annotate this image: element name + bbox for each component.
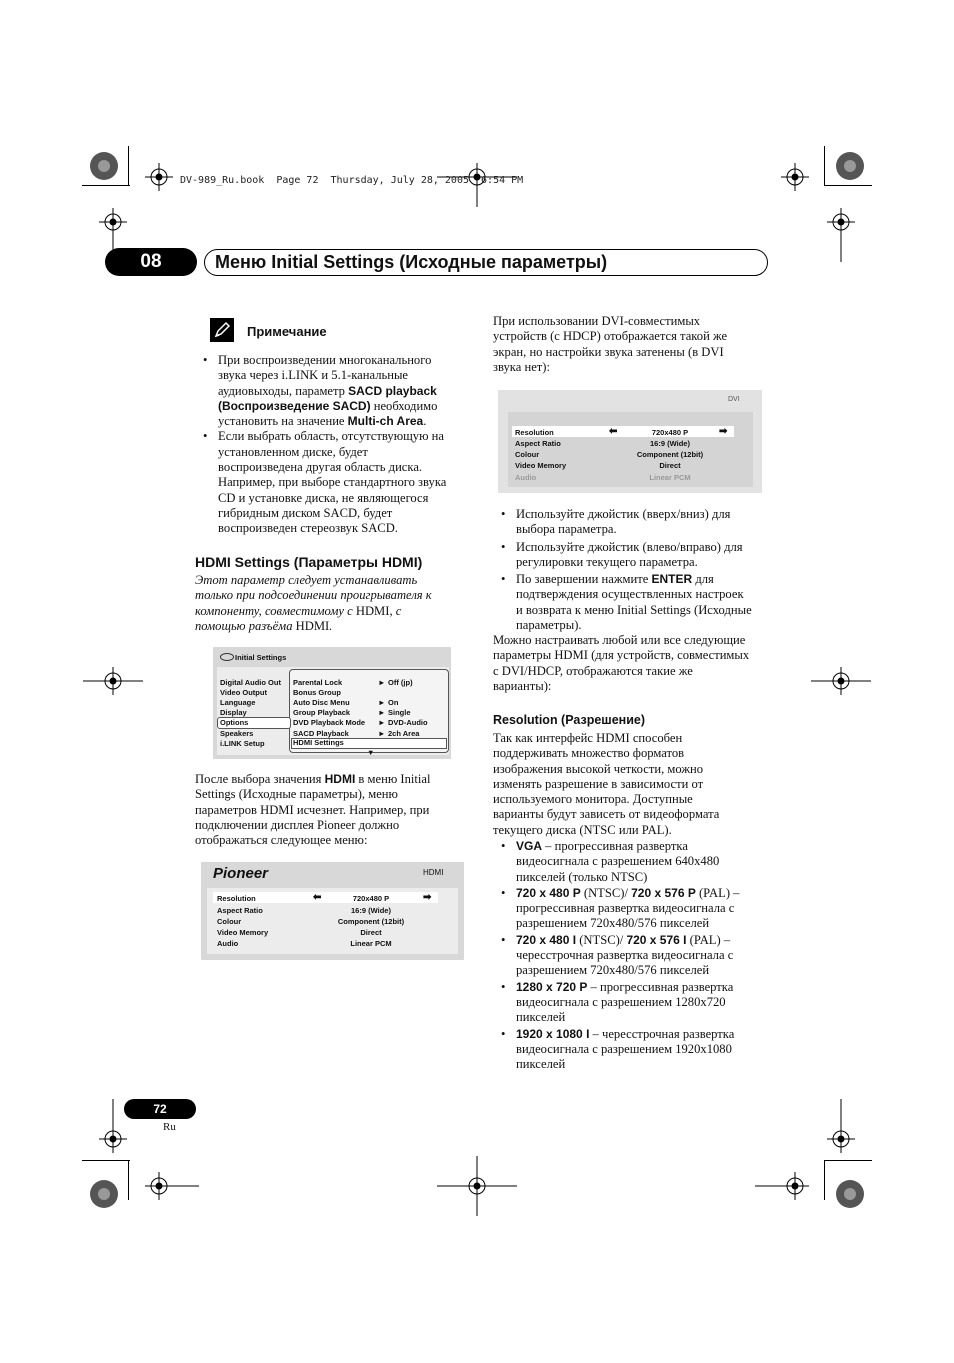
after-line: Settings (Исходные параметры), меню [195, 787, 398, 802]
after-selection-text [195, 772, 475, 848]
setting-value-resolution[interactable]: 720x480 P [352, 894, 390, 903]
initial-settings-screen [213, 647, 451, 759]
note-text: гибридным диском SACD, будет [218, 505, 393, 520]
opt-bold: 720 x 480 P [516, 885, 581, 900]
joy-line: Используйте джойстик (влево/вправо) для [516, 539, 743, 554]
dvi-intro [493, 314, 773, 375]
note-item-1 [195, 353, 475, 429]
setting-value: Component (12bit) [636, 450, 704, 459]
intro-line: Этот параметр следует устанавливать [195, 573, 418, 587]
pioneer-logo: Pioneer [213, 865, 269, 882]
arrow-left-icon: ⬅ [313, 892, 322, 903]
resolution-option-480p [493, 886, 773, 932]
resolution-option-1080i [493, 1027, 773, 1073]
setting-value-disabled: Linear PCM [649, 473, 691, 482]
note-bold: SACD playback [348, 383, 437, 398]
after-line: подключении дисплея Pioneer должно [195, 817, 400, 832]
intro-line: только при подсоединении проигрывателя к [195, 588, 432, 603]
opt-text: разрешением 720x480/576 пикселей [516, 963, 710, 978]
configurable-text [493, 633, 773, 694]
res-line: поддерживать множество форматов [493, 746, 685, 761]
intro-line: помощью разъёма [195, 618, 296, 633]
arrow-right-icon: ➡ [423, 892, 432, 903]
dvi-settings-screen [498, 390, 762, 493]
opt-text: – прогрессивная развертка [587, 979, 734, 994]
opt-text: видеосигнала с разрешением 640x480 [516, 854, 720, 869]
conf-line: варианты): [493, 678, 552, 693]
intro-line: . [329, 618, 333, 633]
dvi-line: звука нет): [493, 359, 550, 374]
opt-text: видеосигнала с разрешением 1920x1080 [516, 1041, 732, 1056]
resolution-intro [493, 731, 773, 838]
menu-value: 2ch Area [388, 729, 420, 738]
opt-bold: VGA [516, 839, 543, 853]
opt-bold: 720 x 576 I [626, 932, 687, 947]
arrow-right-icon: ➡ [719, 426, 728, 437]
setting-value-resolution[interactable]: 720x480 P [651, 428, 689, 437]
note-bold: (Воспроизведение SACD) [218, 398, 371, 413]
note-bold: Multi-ch Area [347, 414, 424, 429]
menu-right-label[interactable]: Bonus Group [293, 688, 341, 697]
joy-line: для [692, 572, 714, 587]
setting-value: Component (12bit) [337, 917, 405, 926]
joy-line: Используйте джойстик (вверх/вниз) для [516, 507, 731, 521]
res-line: изображения высокой четкости, можно [493, 761, 704, 776]
opt-text: разрешением 720x480/576 пикселей [516, 916, 710, 931]
page-number: 72 [124, 1099, 196, 1119]
note-text: установленном диске, будет [218, 444, 368, 459]
menu-left-item[interactable]: Display [220, 708, 247, 717]
joy-line: По завершении нажмите [516, 572, 652, 587]
arrow-right-icon: ► [378, 678, 386, 687]
menu-right-label-selected[interactable]: HDMI Settings [293, 738, 344, 747]
menu-left-item[interactable]: Video Output [220, 688, 267, 697]
note-text: Если выбрать область, отсутствующую на [218, 429, 444, 444]
setting-value: 16:9 (Wide) [351, 906, 391, 915]
opt-bold: 1920 x 1080 I [516, 1026, 590, 1041]
setting-label[interactable]: Colour [515, 450, 540, 459]
joy-line: параметры). [516, 618, 582, 633]
menu-value: On [388, 698, 399, 707]
setting-label[interactable]: Colour [217, 917, 242, 926]
after-line: параметров HDMI исчезнет. Например, при [195, 802, 430, 817]
note-text: воспроизведена другая область диска. [218, 460, 423, 475]
res-line: текущего диска (NTSC или PAL). [493, 822, 672, 837]
setting-value: Direct [659, 461, 681, 470]
setting-label[interactable]: Aspect Ratio [515, 439, 561, 448]
intro-line: , с [389, 603, 402, 618]
joy-line: выбора параметра. [516, 522, 617, 537]
chapter-number: 08 [105, 248, 197, 276]
note-text: воспроизведен стереозвук SACD. [218, 521, 398, 536]
setting-label[interactable]: Video Memory [515, 461, 567, 470]
opt-text: – чересстрочная развертка [589, 1026, 735, 1041]
dvi-tag: DVI [728, 396, 740, 403]
page-language: Ru [163, 1121, 176, 1133]
opt-text: пикселей [516, 1057, 566, 1072]
note-text: звука через i.LINK и 5.1-канальные [218, 368, 409, 383]
joystick-list [493, 507, 773, 633]
after-line: отображаться следующее меню: [195, 833, 368, 848]
res-line: используемого монитора. Доступные [493, 792, 693, 807]
arrow-right-icon: ► [378, 708, 386, 717]
setting-value: Direct [360, 928, 382, 937]
opt-text: видеосигнала с разрешением 1280x720 [516, 994, 726, 1009]
intro-hdmi: HDMI [295, 618, 330, 633]
resolution-option-480i [493, 933, 773, 979]
dvi-line: экран, но настройки звука затенены (в DVI [493, 344, 724, 359]
note-text: . [423, 414, 427, 429]
menu-right-label[interactable]: Group Playback [293, 708, 351, 717]
menu-title: Initial Settings [235, 653, 287, 662]
chapter-title: Меню Initial Settings (Исходные параметры) [204, 249, 768, 276]
joystick-item [493, 540, 773, 571]
note-text: необходимо [370, 398, 438, 413]
opt-text: (NTSC)/ [576, 932, 627, 947]
conf-line: параметры HDMI (для устройств, совместимых [493, 648, 750, 663]
intro-line: компоненту, совместимому с [195, 603, 356, 618]
conf-line: Можно настраивать любой или все следующие [493, 633, 746, 647]
opt-text: (PAL) – [695, 885, 740, 900]
note-text: установить на значение [218, 414, 348, 429]
opt-text: пикселей [516, 1010, 566, 1025]
hdmi-intro [195, 573, 475, 634]
note-text: Например, при выборе стандартного звука [218, 475, 447, 490]
note-text: аудиовыходы, параметр [218, 383, 349, 398]
arrow-down-icon: ▼ [367, 748, 375, 757]
res-line: Так как интерфейс HDMI способен [493, 731, 683, 745]
opt-bold: 1280 x 720 P [516, 979, 588, 994]
menu-right-label[interactable]: DVD Playback Mode [293, 718, 366, 727]
file-info: DV-989_Ru.book Page 72 Thursday, July 28, 2005 6:54 PM [180, 175, 524, 186]
menu-left-item[interactable]: Language [220, 698, 256, 707]
res-line: изменять разрешение в зависимости от [493, 776, 704, 791]
hdmi-settings-screen [201, 862, 464, 960]
opt-text: прогрессивная развертка видеосигнала с [516, 901, 735, 916]
opt-text: пикселей (только NTSC) [516, 869, 648, 884]
note-pencil-icon [210, 318, 234, 342]
resolution-option-vga [493, 839, 773, 885]
resolution-options [493, 839, 773, 1072]
hdmi-settings-heading: HDMI Settings (Параметры HDMI) [195, 554, 423, 570]
setting-value: Linear PCM [350, 939, 392, 948]
setting-label-resolution[interactable]: Resolution [515, 428, 554, 437]
after-bold: HDMI [324, 772, 356, 786]
arrow-right-icon: ► [378, 698, 386, 707]
arrow-right-icon: ► [378, 718, 386, 727]
menu-value: Single [388, 708, 411, 717]
joystick-item [493, 572, 773, 633]
arrow-right-icon: ► [378, 729, 386, 738]
joy-line: регулировки текущего параметра. [516, 554, 698, 569]
menu-left-item-selected[interactable]: Options [220, 718, 249, 727]
menu-right-label[interactable]: SACD Playback [293, 729, 349, 738]
note-item-2 [195, 429, 475, 536]
disc-icon [220, 653, 234, 661]
opt-text: чересстрочная развертка видеосигнала с [516, 948, 734, 963]
setting-label[interactable]: Aspect Ratio [217, 906, 263, 915]
intro-hdmi: HDMI [355, 603, 390, 618]
setting-label-resolution[interactable]: Resolution [217, 894, 256, 903]
opt-bold: 720 x 576 P [631, 885, 696, 900]
enter-key: ENTER [651, 572, 693, 587]
note-list [195, 353, 475, 537]
after-line: в меню Initial [355, 772, 431, 786]
note-text: CD и установке диска, не являющегося [218, 490, 429, 505]
res-line: варианты будут зависеть от видеоформата [493, 807, 720, 822]
joy-line: подтверждения осуществленных настроек [516, 587, 744, 602]
arrow-left-icon: ⬅ [609, 426, 618, 437]
opt-text: – прогрессивная развертка [542, 839, 688, 853]
joy-line: и возврата к меню Initial Settings (Исходные [516, 602, 752, 617]
resolution-option-720p [493, 980, 773, 1026]
setting-label[interactable]: Video Memory [217, 928, 269, 937]
menu-right-label[interactable]: Parental Lock [293, 678, 343, 687]
opt-bold: 720 x 480 I [516, 932, 577, 947]
opt-text: (PAL) – [686, 932, 731, 947]
menu-value: Off (jp) [388, 678, 413, 687]
note-heading: Примечание [247, 324, 327, 339]
after-line: После выбора значения [195, 772, 325, 786]
menu-left-item[interactable]: Speakers [220, 729, 254, 738]
resolution-heading: Resolution (Разрешение) [493, 713, 646, 727]
note-text: При воспроизведении многоканального [218, 353, 432, 367]
hdmi-tag: HDMI [423, 868, 444, 877]
conf-line: с DVI/HDCP, отображаются такие же [493, 663, 693, 678]
menu-left-item[interactable]: i.LINK Setup [220, 739, 265, 748]
menu-value: DVD-Audio [388, 718, 428, 727]
setting-value: 16:9 (Wide) [650, 439, 690, 448]
opt-text: (NTSC)/ [580, 885, 632, 900]
setting-label[interactable]: Audio [217, 939, 239, 948]
setting-label-disabled: Audio [515, 473, 537, 482]
dvi-line: устройств (с HDCP) отображается такой же [493, 329, 728, 344]
menu-left-item[interactable]: Digital Audio Out [220, 678, 281, 687]
dvi-line: При использовании DVI-совместимых [493, 314, 701, 328]
menu-right-label[interactable]: Auto Disc Menu [293, 698, 350, 707]
joystick-item [493, 507, 773, 538]
